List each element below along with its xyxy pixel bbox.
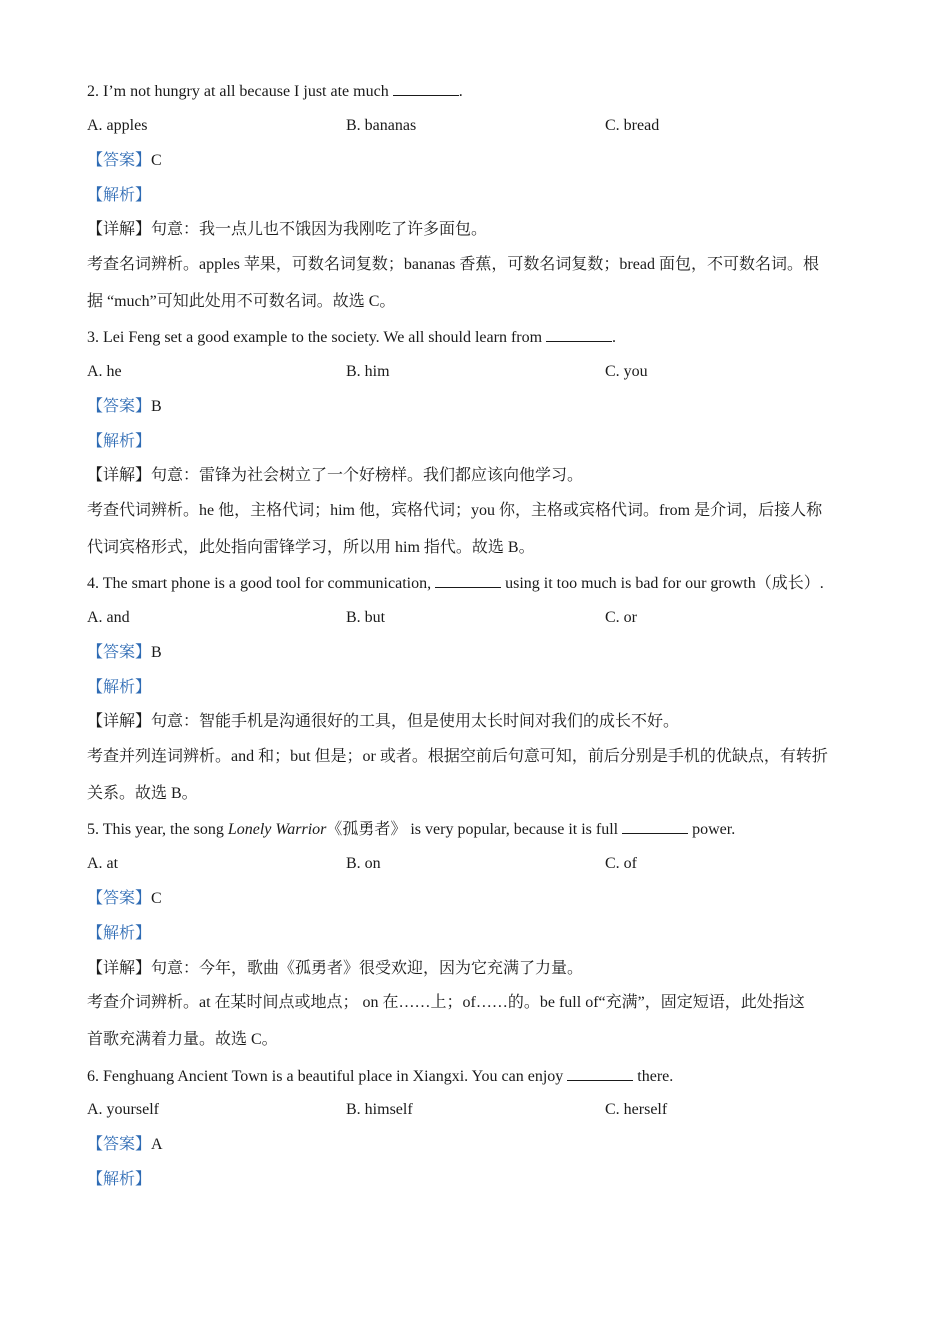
answer-value: B [151, 398, 162, 415]
analysis-tag: 【解析】 [87, 433, 152, 450]
answer-tag: 【答案】 [87, 398, 152, 415]
option-c: C. or [605, 609, 637, 626]
explanation-line-2: 代词宾格形式，此处指向雷锋学习，所以用 him 指代。故选 B。 [87, 539, 535, 556]
option-b: B. but [346, 609, 386, 626]
song-title: Lonely Warrior [227, 821, 327, 838]
answer-value: A [151, 1136, 163, 1153]
answer-tag: 【答案】 [87, 644, 152, 661]
explanation-line-2: 首歌充满着力量。故选 C。 [87, 1031, 278, 1048]
analysis-tag: 【解析】 [87, 187, 152, 204]
detail-text: 【详解】句意：智能手机是沟通很好的工具，但是使用太长时间对我们的成长不好。 [87, 713, 680, 730]
answer-line [87, 889, 162, 909]
analysis-tag: 【解析】 [87, 925, 152, 942]
answer-line [87, 151, 162, 171]
question-6-stem: 6. Fenghuang Ancient Town is a beautiful place in Xiangxi. You can enjoy there. [87, 1068, 674, 1085]
option-b: B. bananas [346, 117, 417, 134]
answer-tag: 【答案】 [87, 890, 152, 907]
question-2-stem: 2. I’m not hungry at all because I just ate much . [87, 83, 463, 100]
analysis-tag: 【解析】 [87, 1171, 152, 1188]
option-c: C. bread [605, 117, 660, 134]
option-c: C. herself [605, 1101, 668, 1118]
detail-text: 【详解】句意：我一点儿也不饿因为我刚吃了许多面包。 [87, 221, 488, 238]
answer-value: C [151, 890, 162, 907]
option-a: A. and [87, 609, 130, 626]
answer-tag: 【答案】 [87, 152, 152, 169]
option-a: A. at [87, 855, 119, 872]
explanation-line-1: 考查名词辨析。apples 苹果，可数名词复数；bananas 香蕉，可数名词复数；bread 面包，不可数名词。根 [87, 256, 819, 273]
answer-blank [622, 819, 688, 834]
explanation-line-1: 考查介词辨析。at 在某时间点或地点； on 在……上；of……的。be full of“充满”，固定短语，此处指这 [87, 994, 805, 1011]
explanation-line-2: 据 “much”可知此处用不可数名词。故选 C。 [87, 293, 396, 310]
answer-line [87, 397, 162, 417]
question-3-stem: 3. Lei Feng set a good example to the society. We all should learn from . [87, 329, 617, 346]
detail-text: 【详解】句意：今年，歌曲《孤勇者》很受欢迎，因为它充满了力量。 [87, 960, 584, 977]
answer-blank [567, 1066, 633, 1081]
option-b: B. him [346, 363, 390, 380]
answer-tag: 【答案】 [87, 1136, 152, 1153]
answer-blank [546, 327, 612, 342]
analysis-tag: 【解析】 [87, 679, 152, 696]
detail-text: 【详解】句意：雷锋为社会树立了一个好榜样。我们都应该向他学习。 [87, 467, 584, 484]
option-a: A. apples [87, 117, 148, 134]
explanation-line-1: 考查代词辨析。he 他，主格代词；him 他，宾格代词；you 你，主格或宾格代词。from 是介词，后接人称 [87, 502, 823, 519]
answer-line [87, 643, 162, 663]
answer-value: C [151, 152, 162, 169]
option-c: C. you [605, 363, 648, 380]
answer-value: B [151, 644, 162, 661]
option-a: A. he [87, 363, 122, 380]
question-5-stem: 5. This year, the song Lonely Warrior《孤勇者》 is very popular, because it is full power. [87, 821, 736, 838]
explanation-line-1: 考查并列连词辨析。and 和；but 但是；or 或者。根据空前后句意可知，前后分别是手机的优缺点，有转折 [87, 748, 828, 765]
answer-blank [435, 573, 501, 588]
answer-line [87, 1135, 163, 1155]
option-b: B. himself [346, 1101, 413, 1118]
option-b: B. on [346, 855, 381, 872]
option-c: C. of [605, 855, 637, 872]
question-4-stem: 4. The smart phone is a good tool for communication, using it too much is bad for our growth（成长）. [87, 575, 824, 592]
answer-blank [393, 81, 459, 96]
explanation-line-2: 关系。故选 B。 [87, 785, 198, 802]
option-a: A. yourself [87, 1101, 159, 1118]
